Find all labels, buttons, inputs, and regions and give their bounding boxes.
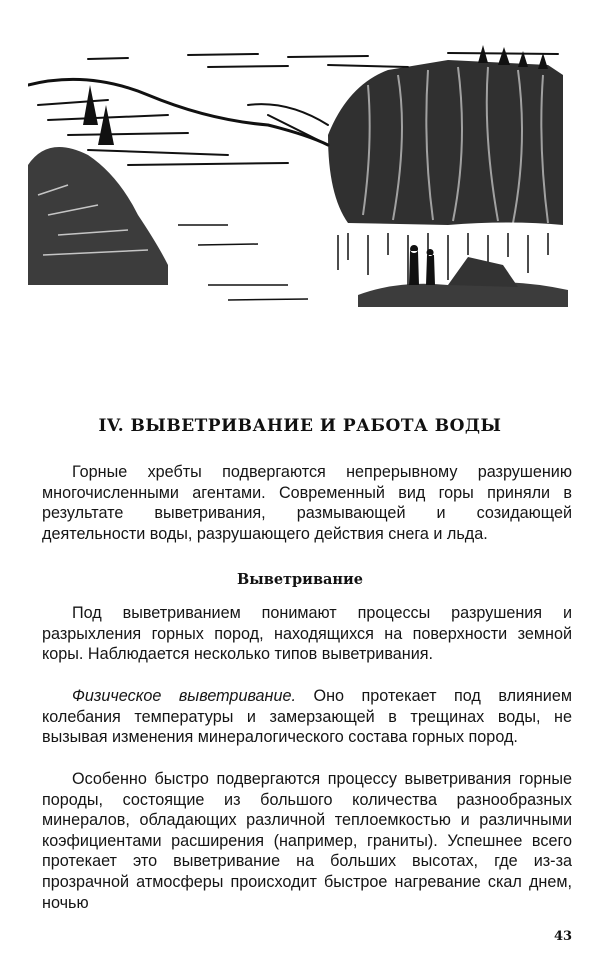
section-heading: Выветривание: [236, 571, 364, 588]
paragraph-physical-weathering: [42, 686, 572, 748]
term-physical-weathering: Физическое выветривание.: [72, 687, 296, 705]
paragraph-definition: Под выветриванием понимают процессы разрушения и разрыхления горных пород, находящихся на поверхности земной коры. Наблюдается несколько типов выветривания.: [42, 604, 572, 664]
paragraph-intro: Горные хребты подвергаются непрерывному разрушению многочисленными агентами. Современный вид горы приняли в результате выветривания, размывающей и созидающей деятельности воды, разрушающего действия снега и льда.: [42, 463, 572, 543]
physical-weathering-text: Оно протекает под влиянием колебания температуры и замерзающей в трещинах воды, не вызывая изменения минералогического состава горных пород.: [42, 687, 572, 747]
page-number: 43: [554, 929, 573, 944]
paragraph-fast-weathering: Особенно быстро подвергаются процессу выветривания горные породы, состоящие из большого количества разнообразных минералов, обладающих различной теплоемкостью и различными коэфициентами расширения (например, граниты). Успешнее всего протекает это выветривание на больших высотах, где из-за прозрачной атмосферы происходит быстрое нагревание скал днем, ночью: [42, 770, 572, 912]
landscape-illustration: [28, 45, 572, 307]
chapter-title: IV. ВЫВЕТРИВАНИЕ И РАБОТА ВОДЫ: [98, 416, 502, 436]
